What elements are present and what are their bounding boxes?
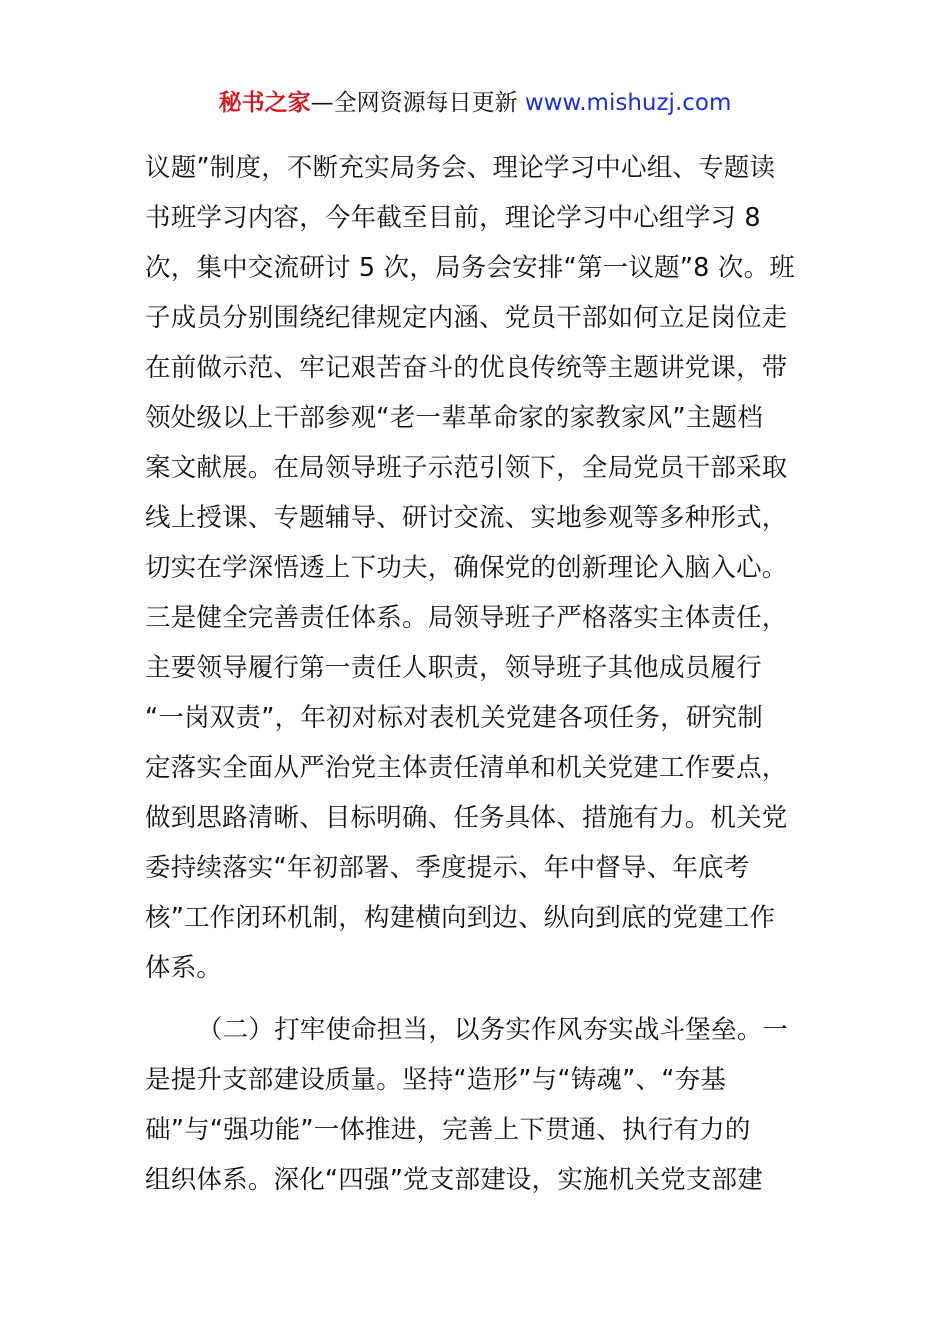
- text-line: 础”与“强功能”一体推进，完善上下贯通、执行有力的: [145, 1115, 751, 1145]
- text-line: 在前做示范、牢记艰苦奋斗的优良传统等主题讲党课，带: [145, 353, 788, 383]
- text-line: 组织体系。深化“四强”党支部建设，实施机关党支部建: [145, 1165, 763, 1195]
- text-line: 子成员分别围绕纪律规定内涵、党员干部如何立足岗位走: [145, 303, 788, 333]
- header-tagline: —全网资源每日更新: [310, 90, 525, 116]
- text-line: 三是健全完善责任体系。局领导班子严格落实主体责任，: [145, 603, 788, 633]
- section-heading-line: （二）打牢使命担当，以务实作风夯实战斗堡垒。一: [197, 1015, 789, 1045]
- text-line: “一岗双责”，年初对标对表机关党建各项任务，研究制: [145, 703, 763, 733]
- text-line: 书班学习内容，今年截至目前，理论学习中心组学习 8: [145, 203, 761, 233]
- site-url-link[interactable]: www.mishuzj.com: [524, 90, 732, 116]
- text-line: 委持续落实“年初部署、季度提示、年中督导、年底考: [145, 853, 750, 883]
- text-line: 主要领导履行第一责任人职责，领导班子其他成员履行: [145, 653, 762, 683]
- text-line: 定落实全面从严治党主体责任清单和机关党建工作要点，: [145, 753, 788, 783]
- text-line: 线上授课、专题辅导、研讨交流、实地参观等多种形式，: [145, 503, 788, 533]
- text-line: 体系。: [145, 953, 223, 983]
- text-line: 次，集中交流研讨 5 次，局务会安排“第一议题”8 次。班: [145, 253, 795, 283]
- page-header: [0, 86, 950, 120]
- text-line: 核”工作闭环机制，构建横向到边、纵向到底的党建工作: [145, 903, 776, 933]
- text-line: 案文献展。在局领导班子示范引领下，全局党员干部采取: [145, 453, 788, 483]
- text-line: 领处级以上干部参观“老一辈革命家的家教家风”主题档: [145, 403, 763, 433]
- brand-name: 秘书之家: [218, 90, 311, 116]
- text-line: 做到思路清晰、目标明确、任务具体、措施有力。机关党: [145, 803, 788, 833]
- text-line: 议题”制度，不断充实局务会、理论学习中心组、专题读: [145, 153, 776, 183]
- document-body: [145, 143, 815, 1205]
- text-line: 是提升支部建设质量。坚持“造形”与“铸魂”、“夯基: [145, 1065, 727, 1095]
- text-line: 切实在学深悟透上下功夫，确保党的创新理论入脑入心。: [145, 553, 788, 583]
